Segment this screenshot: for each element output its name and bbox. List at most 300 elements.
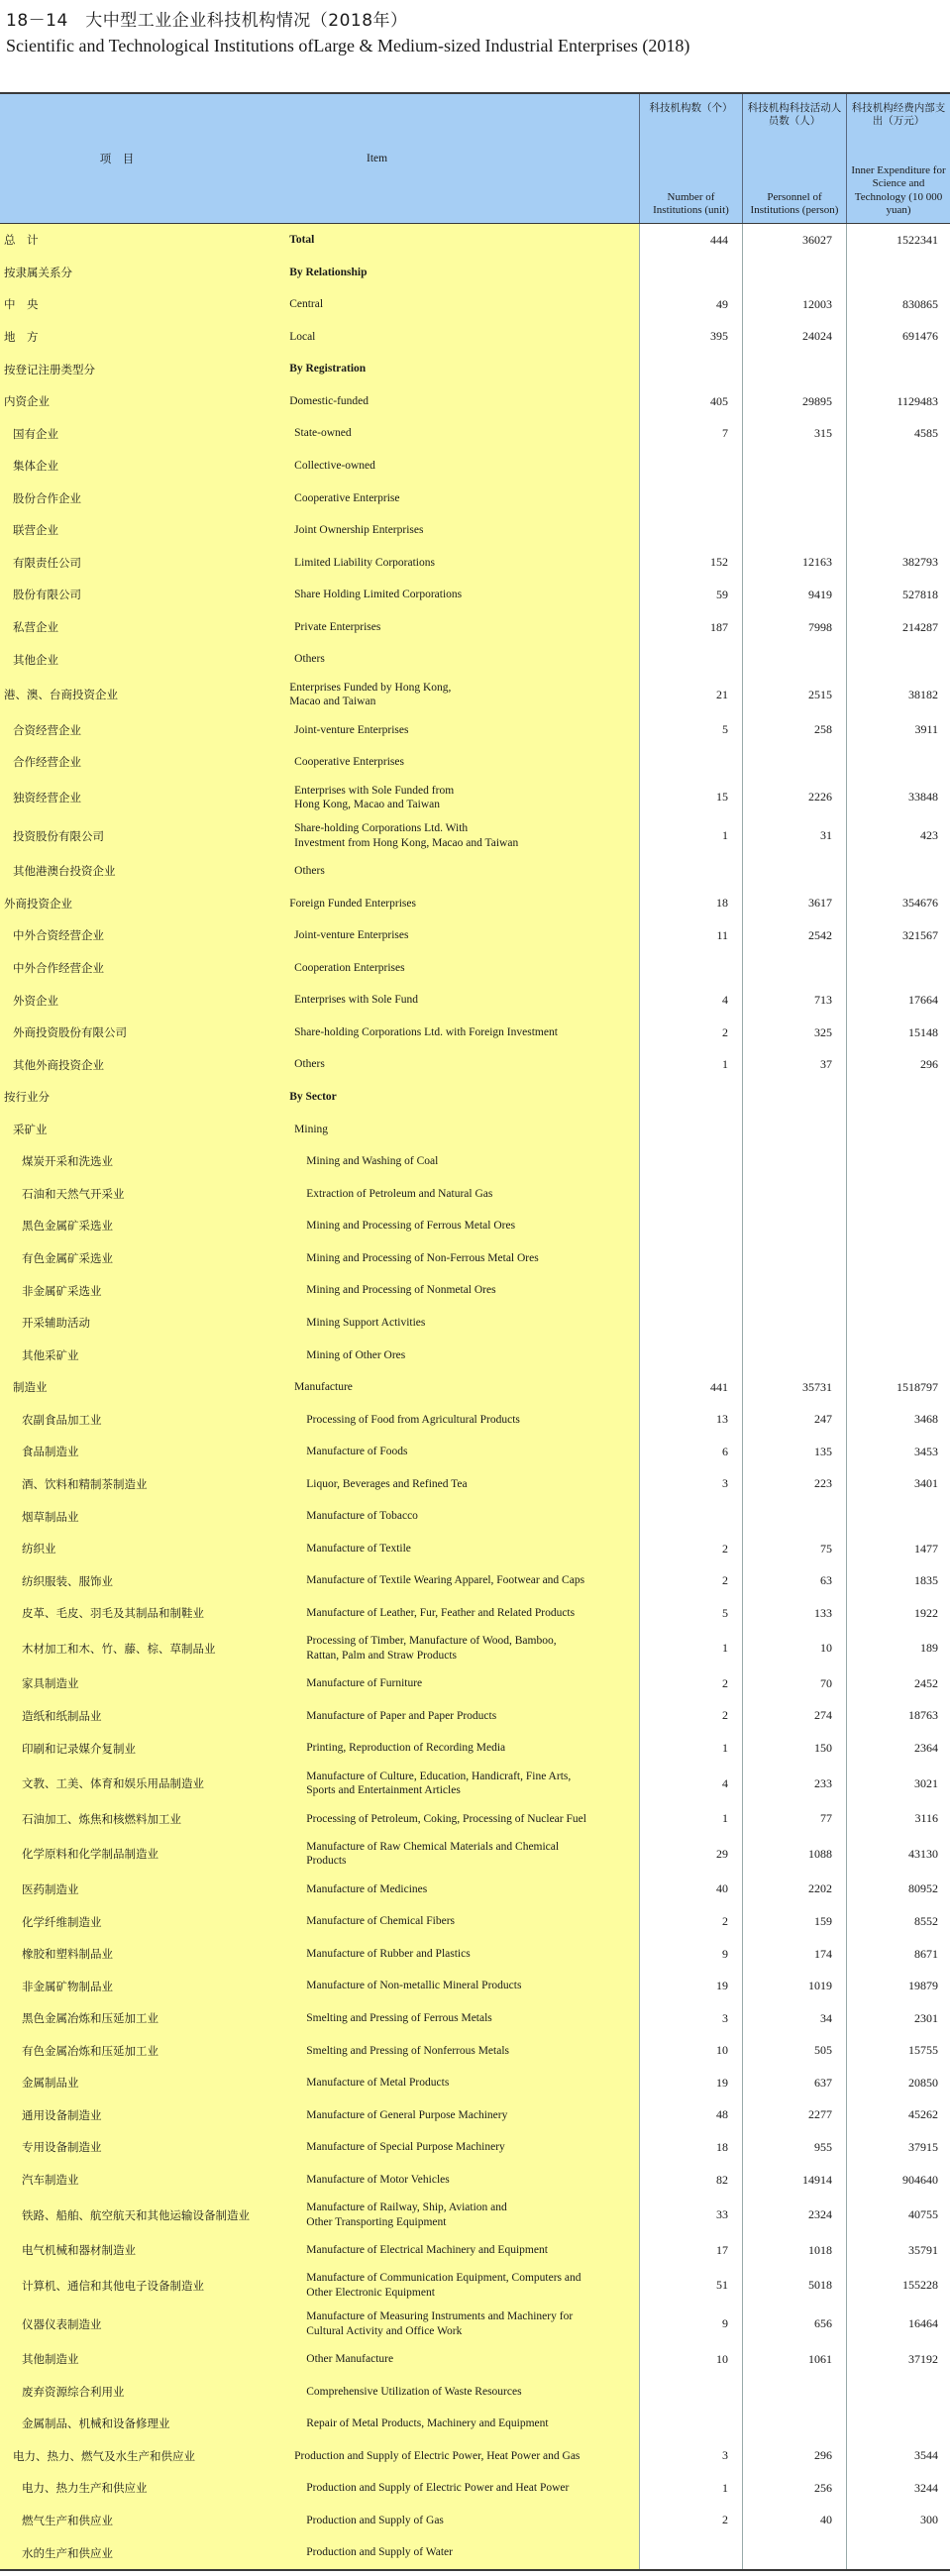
- cell-institutions: [639, 257, 742, 289]
- cell-expenditure: 37915: [846, 2131, 950, 2164]
- cell-expenditure: 19879: [846, 1970, 950, 2002]
- cell-expenditure: [846, 746, 950, 779]
- row-label-cn: 水的生产和供应业: [22, 2545, 113, 2560]
- row-label-en: Manufacture of Special Purpose Machinery: [306, 2141, 505, 2154]
- cell-expenditure: 321567: [846, 919, 950, 952]
- row-label-en: Manufacture of Textile: [306, 1542, 411, 1555]
- row-label-cn: 投资股份有限公司: [13, 828, 104, 843]
- cell-institutions: 1: [639, 1802, 742, 1835]
- row-label-cn: 开采辅助活动: [22, 1316, 90, 1331]
- cell-institutions: 5: [639, 1597, 742, 1630]
- table-row: [0, 514, 950, 547]
- cell-personnel: 656: [742, 2305, 846, 2343]
- table-row: [0, 2440, 950, 2473]
- row-label-cn: 联营企业: [13, 523, 58, 538]
- row-label-cell: [0, 984, 639, 1017]
- cell-personnel: 5018: [742, 2267, 846, 2306]
- cell-institutions: 1: [639, 1732, 742, 1765]
- cell-personnel: 2542: [742, 919, 846, 952]
- table-row: [0, 385, 950, 418]
- table-row: [0, 1500, 950, 1533]
- row-label-cn: 总 计: [4, 233, 39, 248]
- row-label-cn: 中 央: [4, 297, 39, 312]
- row-label-cn: 计算机、通信和其他电子设备制造业: [22, 2278, 204, 2293]
- cell-institutions: 51: [639, 2267, 742, 2306]
- cell-expenditure: 4585: [846, 417, 950, 450]
- row-label-en: Manufacture of Raw Chemical Materials and Chemical Products: [306, 1840, 560, 1868]
- row-label-cell: [0, 1765, 639, 1803]
- cell-personnel: 135: [742, 1436, 846, 1468]
- cell-expenditure: 300: [846, 2505, 950, 2537]
- cell-institutions: [639, 2375, 742, 2408]
- row-label-cn: 木材加工和木、竹、藤、棕、草制品业: [22, 1641, 216, 1656]
- row-label-cell: [0, 1564, 639, 1597]
- cell-personnel: 1061: [742, 2343, 846, 2376]
- row-label-en: Mining and Processing of Ferrous Metal Ores: [306, 1220, 516, 1233]
- row-label-en: Printing, Reproduction of Recording Media: [306, 1742, 506, 1755]
- cell-expenditure: 1518797: [846, 1371, 950, 1404]
- cell-institutions: [639, 1081, 742, 1114]
- row-label-cell: [0, 888, 639, 920]
- cell-personnel: 2277: [742, 2099, 846, 2132]
- row-label-cell: [0, 2234, 639, 2267]
- cell-personnel: 3617: [742, 888, 846, 920]
- cell-personnel: [742, 1113, 846, 1145]
- row-label-cell: [0, 1404, 639, 1437]
- row-label-cn: 采矿业: [13, 1122, 48, 1136]
- row-label-en: Manufacture of Textile Wearing Apparel, Footwear and Caps: [306, 1574, 585, 1587]
- row-label-cn: 其他港澳台投资企业: [13, 864, 116, 879]
- row-label-cn: 纺织业: [22, 1542, 56, 1556]
- cell-personnel: [742, 257, 846, 289]
- cell-personnel: 296: [742, 2440, 846, 2473]
- cell-personnel: 77: [742, 1802, 846, 1835]
- row-label-en: Joint-venture Enterprises: [294, 929, 409, 942]
- cell-institutions: [639, 450, 742, 483]
- cell-institutions: 4: [639, 984, 742, 1017]
- row-label-en: Cooperative Enterprise: [294, 491, 400, 504]
- cell-personnel: [742, 1274, 846, 1307]
- row-label-en: Mining: [294, 1123, 329, 1135]
- table-row: [0, 1017, 950, 1049]
- header-item-cell: [0, 94, 639, 223]
- cell-expenditure: [846, 483, 950, 515]
- row-label-en: Processing of Timber, Manufacture of Wood, Bamboo, Rattan, Palm and Straw Products: [306, 1635, 557, 1662]
- cell-institutions: [639, 1113, 742, 1145]
- cell-expenditure: [846, 1307, 950, 1340]
- cell-institutions: 9: [639, 2305, 742, 2343]
- cell-expenditure: 354676: [846, 888, 950, 920]
- cell-expenditure: 80952: [846, 1874, 950, 1906]
- cell-personnel: 12003: [742, 288, 846, 321]
- cell-expenditure: 16464: [846, 2305, 950, 2343]
- table-row: [0, 984, 950, 1017]
- cell-institutions: 1: [639, 2472, 742, 2505]
- cell-personnel: [742, 1307, 846, 1340]
- cell-expenditure: 17664: [846, 984, 950, 1017]
- cell-institutions: [639, 1339, 742, 1371]
- cell-institutions: 4: [639, 1765, 742, 1803]
- cell-institutions: [639, 1500, 742, 1533]
- cell-expenditure: 8671: [846, 1938, 950, 1971]
- cell-personnel: 34: [742, 2002, 846, 2035]
- table-row: [0, 353, 950, 385]
- cell-institutions: 18: [639, 888, 742, 920]
- row-label-cell: [0, 547, 639, 580]
- cell-personnel: [742, 2375, 846, 2408]
- cell-personnel: 2324: [742, 2196, 846, 2234]
- row-label-en: By Relationship: [289, 266, 368, 278]
- row-label-cell: [0, 1210, 639, 1242]
- row-label-cn: 按行业分: [4, 1090, 50, 1105]
- cell-expenditure: [846, 952, 950, 985]
- table-row: [0, 1533, 950, 1565]
- row-label-en: Other Manufacture: [306, 2352, 394, 2365]
- row-label-en: Joint Ownership Enterprises: [294, 524, 424, 537]
- row-label-cell: [0, 779, 639, 817]
- cell-institutions: [639, 2408, 742, 2440]
- row-label-en: Manufacture of Electrical Machinery and Equipment: [306, 2244, 548, 2257]
- row-label-cell: [0, 2408, 639, 2440]
- cell-personnel: [742, 1339, 846, 1371]
- row-label-cn: 家具制造业: [22, 1676, 79, 1691]
- row-label-en: Foreign Funded Enterprises: [289, 897, 416, 910]
- cell-expenditure: 1477: [846, 1533, 950, 1565]
- cell-institutions: 17: [639, 2234, 742, 2267]
- row-label-cn: 石油加工、炼焦和核燃料加工业: [22, 1811, 181, 1826]
- row-label-cn: 食品制造业: [22, 1445, 79, 1459]
- row-label-en: Manufacture of Culture, Education, Handicraft, Fine Arts, Sports and Entertainment Articles: [306, 1770, 572, 1797]
- cell-personnel: 1018: [742, 2234, 846, 2267]
- table-row: [0, 1113, 950, 1145]
- row-label-cell: [0, 1274, 639, 1307]
- cell-personnel: 713: [742, 984, 846, 1017]
- row-label-cell: [0, 2343, 639, 2376]
- row-label-cell: [0, 1048, 639, 1081]
- cell-institutions: [639, 746, 742, 779]
- cell-personnel: 637: [742, 2067, 846, 2099]
- cell-institutions: 7: [639, 417, 742, 450]
- table-row: [0, 1629, 950, 1667]
- row-label-cn: 有色金属矿采选业: [22, 1251, 113, 1265]
- cell-institutions: 11: [639, 919, 742, 952]
- row-label-cell: [0, 224, 639, 257]
- row-label-en: Limited Liability Corporations: [294, 556, 435, 569]
- table-row: [0, 676, 950, 714]
- cell-expenditure: 1129483: [846, 385, 950, 418]
- row-label-cell: [0, 1874, 639, 1906]
- row-label-en: Manufacture: [294, 1381, 353, 1394]
- table-row: [0, 746, 950, 779]
- header-col3-cn: 科技机构经费内部支出（万元）: [851, 102, 946, 127]
- cell-personnel: 2226: [742, 779, 846, 817]
- row-label-cn: 股份有限公司: [13, 588, 81, 602]
- cell-institutions: 18: [639, 2131, 742, 2164]
- row-label-cn: 港、澳、台商投资企业: [4, 688, 118, 702]
- row-label-cell: [0, 746, 639, 779]
- row-label-cell: [0, 321, 639, 354]
- cell-expenditure: 527818: [846, 579, 950, 611]
- table-row: [0, 1242, 950, 1275]
- cell-expenditure: [846, 1339, 950, 1371]
- cell-institutions: 1: [639, 816, 742, 855]
- row-label-en: Manufacture of Railway, Ship, Aviation and Other Transporting Equipment: [306, 2201, 507, 2228]
- table-row: [0, 1765, 950, 1803]
- table-row: [0, 714, 950, 747]
- header-col-personnel: [742, 94, 846, 223]
- row-label-en: Mining and Processing of Nonmetal Ores: [306, 1284, 496, 1297]
- header-col2-en: Personnel of Institutions (person): [750, 190, 839, 216]
- row-label-cell: [0, 1597, 639, 1630]
- table-row: [0, 2472, 950, 2505]
- row-label-cn: 黑色金属矿采选业: [22, 1219, 113, 1234]
- row-label-cell: [0, 1533, 639, 1565]
- cell-institutions: 441: [639, 1371, 742, 1404]
- header-col2-cn: 科技机构科技活动人员数（人）: [747, 102, 842, 127]
- row-label-cn: 铁路、船舶、航空航天和其他运输设备制造业: [22, 2207, 250, 2222]
- cell-institutions: [639, 1242, 742, 1275]
- cell-institutions: 2: [639, 1564, 742, 1597]
- row-label-cell: [0, 450, 639, 483]
- cell-institutions: 444: [639, 224, 742, 257]
- row-label-en: Comprehensive Utilization of Waste Resources: [306, 2385, 522, 2398]
- row-label-cell: [0, 514, 639, 547]
- row-label-cn: 非金属矿采选业: [22, 1283, 102, 1298]
- cell-personnel: 256: [742, 2472, 846, 2505]
- row-label-cell: [0, 1468, 639, 1501]
- cell-expenditure: 1922: [846, 1597, 950, 1630]
- row-label-cell: [0, 2305, 639, 2343]
- row-label-en: Processing of Food from Agricultural Products: [306, 1413, 520, 1426]
- row-label-cn: 金属制品、机械和设备修理业: [22, 2416, 170, 2431]
- cell-institutions: 10: [639, 2343, 742, 2376]
- row-label-cn: 制造业: [13, 1380, 48, 1395]
- cell-expenditure: 20850: [846, 2067, 950, 2099]
- cell-institutions: [639, 1307, 742, 1340]
- table-row: [0, 2536, 950, 2569]
- row-label-en: Enterprises with Sole Fund: [294, 994, 419, 1007]
- row-label-cn: 其他制造业: [22, 2352, 79, 2367]
- row-label-cn: 农副食品加工业: [22, 1412, 102, 1427]
- table-row: [0, 2067, 950, 2099]
- table-row: [0, 288, 950, 321]
- row-label-cell: [0, 2035, 639, 2068]
- table-row: [0, 1938, 950, 1971]
- cell-institutions: [639, 1178, 742, 1211]
- row-label-cn: 黑色金属冶炼和压延加工业: [22, 2011, 158, 2026]
- row-label-en: Private Enterprises: [294, 620, 381, 633]
- cell-personnel: 159: [742, 1905, 846, 1938]
- row-label-cn: 国有企业: [13, 426, 58, 441]
- cell-expenditure: 15755: [846, 2035, 950, 2068]
- row-label-en: Manufacture of Foods: [306, 1446, 408, 1458]
- row-label-cn: 有限责任公司: [13, 555, 81, 570]
- table-row: [0, 888, 950, 920]
- cell-expenditure: 423: [846, 816, 950, 855]
- row-label-cell: [0, 676, 639, 714]
- row-label-cn: 按登记注册类型分: [4, 362, 95, 376]
- cell-personnel: [742, 1242, 846, 1275]
- table-row: [0, 2099, 950, 2132]
- table-row: [0, 224, 950, 257]
- row-label-en: Share-holding Corporations Ltd. With Investment from Hong Kong, Macao and Taiwan: [294, 822, 519, 849]
- row-label-cell: [0, 2164, 639, 2197]
- header-col-expenditure: [846, 94, 950, 223]
- table-title-en: Scientific and Technological Institutions ofLarge & Medium-sized Industrial Enterprises (2018): [6, 36, 690, 55]
- cell-institutions: 6: [639, 1436, 742, 1468]
- cell-personnel: [742, 855, 846, 888]
- cell-personnel: [742, 2536, 846, 2569]
- table-row: [0, 1564, 950, 1597]
- row-label-cn: 中外合作经营企业: [13, 960, 104, 975]
- cell-institutions: 2: [639, 1017, 742, 1049]
- table-row: [0, 2305, 950, 2343]
- cell-personnel: 14914: [742, 2164, 846, 2197]
- cell-institutions: 187: [639, 611, 742, 644]
- row-label-en: Manufacture of Rubber and Plastics: [306, 1947, 471, 1960]
- cell-institutions: 152: [639, 547, 742, 580]
- table-row: [0, 1835, 950, 1874]
- cell-expenditure: [846, 1274, 950, 1307]
- row-label-cell: [0, 385, 639, 418]
- cell-institutions: 395: [639, 321, 742, 354]
- cell-institutions: 9: [639, 1938, 742, 1971]
- table-row: [0, 1274, 950, 1307]
- table-row: [0, 779, 950, 817]
- row-label-en: Extraction of Petroleum and Natural Gas: [306, 1187, 493, 1200]
- cell-personnel: 63: [742, 1564, 846, 1597]
- cell-personnel: [742, 514, 846, 547]
- cell-personnel: 29895: [742, 385, 846, 418]
- row-label-cell: [0, 1629, 639, 1667]
- row-label-cell: [0, 2131, 639, 2164]
- cell-expenditure: 3244: [846, 2472, 950, 2505]
- cell-institutions: 29: [639, 1835, 742, 1874]
- cell-expenditure: 3453: [846, 1436, 950, 1468]
- row-label-en: Manufacture of Leather, Fur, Feather and Related Products: [306, 1607, 576, 1619]
- header-col-institutions: [639, 94, 742, 223]
- cell-expenditure: [846, 2536, 950, 2569]
- row-label-cell: [0, 2505, 639, 2537]
- cell-institutions: 10: [639, 2035, 742, 2068]
- table-row: [0, 257, 950, 289]
- cell-institutions: 40: [639, 1874, 742, 1906]
- row-label-cn: 内资企业: [4, 394, 50, 409]
- row-label-cn: 集体企业: [13, 459, 58, 474]
- cell-institutions: [639, 514, 742, 547]
- row-label-cell: [0, 1905, 639, 1938]
- row-label-cn: 废弃资源综合利用业: [22, 2384, 125, 2399]
- row-label-cn: 橡胶和塑料制品业: [22, 1947, 113, 1962]
- row-label-cell: [0, 1307, 639, 1340]
- row-label-en: Manufacture of Communication Equipment, Computers and Other Electronic Equipment: [306, 2272, 581, 2299]
- cell-expenditure: 1835: [846, 1564, 950, 1597]
- row-label-en: Production and Supply of Electric Power, Heat Power and Gas: [294, 2449, 581, 2462]
- cell-personnel: 325: [742, 1017, 846, 1049]
- row-label-cell: [0, 2267, 639, 2306]
- table-body: [0, 224, 950, 2569]
- cell-institutions: [639, 353, 742, 385]
- row-label-cn: 外商投资股份有限公司: [13, 1025, 127, 1040]
- cell-personnel: 247: [742, 1404, 846, 1437]
- row-label-cell: [0, 1113, 639, 1145]
- cell-institutions: 59: [639, 579, 742, 611]
- table-row: [0, 1178, 950, 1211]
- bottom-rule: [0, 2569, 950, 2571]
- row-label-en: Processing of Petroleum, Coking, Processing of Nuclear Fuel: [306, 1812, 586, 1825]
- row-label-cn: 通用设备制造业: [22, 2107, 102, 2122]
- cell-personnel: 12163: [742, 547, 846, 580]
- row-label-cn: 汽车制造业: [22, 2173, 79, 2188]
- cell-expenditure: 2452: [846, 1667, 950, 1700]
- table-row: [0, 547, 950, 580]
- row-label-cn: 外商投资企业: [4, 896, 72, 911]
- header-col1-cn: 科技机构数（个）: [649, 102, 733, 114]
- row-label-cell: [0, 2375, 639, 2408]
- cell-institutions: 82: [639, 2164, 742, 2197]
- row-label-en: Smelting and Pressing of Nonferrous Metals: [306, 2044, 510, 2057]
- row-label-en: Liquor, Beverages and Refined Tea: [306, 1477, 468, 1490]
- cell-expenditure: 3544: [846, 2440, 950, 2473]
- row-label-cn: 烟草制品业: [22, 1509, 79, 1524]
- table-row: [0, 1404, 950, 1437]
- cell-expenditure: 8552: [846, 1905, 950, 1938]
- row-label-cell: [0, 1017, 639, 1049]
- cell-expenditure: [846, 450, 950, 483]
- row-label-cn: 其他企业: [13, 652, 58, 667]
- row-label-cell: [0, 1500, 639, 1533]
- table-row: [0, 1081, 950, 1114]
- row-label-cn: 仪器仪表制造业: [22, 2316, 102, 2331]
- cell-expenditure: [846, 1178, 950, 1211]
- cell-institutions: 19: [639, 2067, 742, 2099]
- cell-expenditure: [846, 2408, 950, 2440]
- row-label-en: Manufacture of Paper and Paper Products: [306, 1709, 497, 1722]
- cell-expenditure: 35791: [846, 2234, 950, 2267]
- cell-institutions: 2: [639, 2505, 742, 2537]
- row-label-cell: [0, 2536, 639, 2569]
- table-row: [0, 1700, 950, 1733]
- table-row: [0, 1732, 950, 1765]
- cell-personnel: [742, 746, 846, 779]
- cell-institutions: [639, 855, 742, 888]
- cell-personnel: [742, 1210, 846, 1242]
- row-label-en: Smelting and Pressing of Ferrous Metals: [306, 2012, 492, 2025]
- row-label-cell: [0, 2440, 639, 2473]
- cell-personnel: 1088: [742, 1835, 846, 1874]
- cell-expenditure: 2301: [846, 2002, 950, 2035]
- row-label-en: Share-holding Corporations Ltd. with Foreign Investment: [294, 1025, 558, 1038]
- row-label-cell: [0, 417, 639, 450]
- cell-expenditure: [846, 514, 950, 547]
- row-label-cell: [0, 643, 639, 676]
- row-label-en: Mining Support Activities: [306, 1316, 426, 1329]
- row-label-cell: [0, 1081, 639, 1114]
- cell-personnel: [742, 952, 846, 985]
- row-label-cell: [0, 714, 639, 747]
- row-label-cell: [0, 1145, 639, 1178]
- row-label-en: By Sector: [289, 1091, 337, 1103]
- row-label-cell: [0, 1436, 639, 1468]
- row-label-cn: 造纸和纸制品业: [22, 1708, 102, 1723]
- row-label-cn: 按隶属关系分: [4, 265, 72, 279]
- cell-expenditure: 37192: [846, 2343, 950, 2376]
- cell-personnel: [742, 450, 846, 483]
- cell-personnel: 2202: [742, 1874, 846, 1906]
- cell-personnel: 174: [742, 1938, 846, 1971]
- row-label-cn: 合资经营企业: [13, 722, 81, 737]
- cell-institutions: [639, 483, 742, 515]
